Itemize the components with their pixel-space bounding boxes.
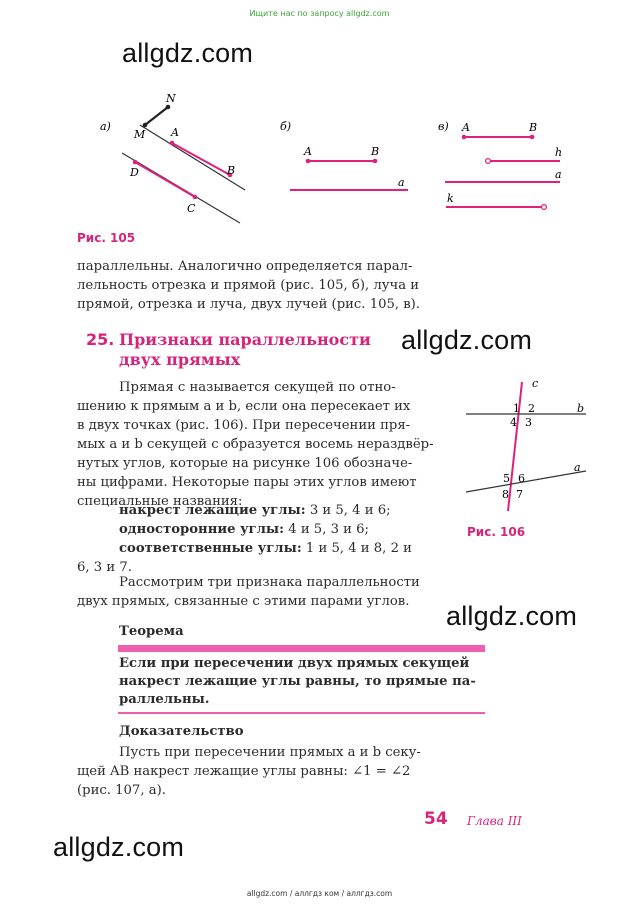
pair-label: односторонние углы: [119,522,285,537]
label-b-b: B [371,145,380,158]
figure-105 [90,85,580,225]
pair-label: соответственные углы: [119,541,302,556]
text-line: двух прямых, связанные с этими парами углов. [77,594,410,609]
pair-corresponding [77,539,446,558]
pair-values-continued: 6, 3 и 7. [77,560,132,575]
chapter-label: Глава III [467,814,522,828]
angle-4: 4 [510,416,517,429]
ray-mn [145,107,168,125]
angle-pairs [77,501,446,577]
text-line: Прямая c называется секущей по отно- [119,380,396,395]
label-h: h [555,146,563,159]
figure-105-caption: Рис. 105 [77,231,136,245]
pair-onesided [77,520,446,539]
watermark: allgdz.com [446,601,578,631]
segment-ab [172,143,230,175]
line-a [140,125,245,190]
section-title-line: двух прямых [119,350,241,369]
angle-3: 3 [525,416,532,429]
text-line: специальные названия: [77,494,243,509]
label-line-a-b: a [398,176,405,189]
text-line: прямой, отрезка и луча, двух лучей (рис. 105, в). [77,297,421,312]
pair-values: 1 и 5, 4 и 8, 2 и [305,541,412,556]
panel-label-b: б) [280,120,292,133]
proof-heading: Доказательство [119,724,244,739]
section-number: 25. [86,330,115,349]
label-a: a [574,461,581,474]
angle-1: 1 [513,402,520,415]
pair-label: накрест лежащие углы: [119,503,306,518]
angle-8: 8 [502,488,509,501]
pair-values: 3 и 5, 4 и 6; [309,503,391,518]
figure-106 [462,374,592,514]
text-line: щей AB накрест лежащие углы равны: ∠1 = ∠2 [77,764,411,779]
bottom-note: allgdz.com / аллгдз ком / аллгдз.com [246,889,393,898]
text-line: (рис. 107, а). [77,783,166,798]
section-title-line: Признаки параллельности [119,330,371,349]
text-line: параллельны. Аналогично определяется парал- [77,259,413,274]
label-a-c: A [462,121,470,134]
angle-5: 5 [503,472,510,485]
top-search-note: Ищите нас по запросу allgdz.com [249,9,390,18]
intro-paragraph [77,257,446,314]
label-k: k [447,192,454,205]
text-line: Пусть при пересечении прямых a и b секу- [119,745,421,760]
proof-paragraph [77,743,446,800]
label-d: D [130,166,139,179]
label-n: N [166,92,176,105]
label-a-b: A [304,145,312,158]
watermark: allgdz.com [122,38,254,68]
label-a: A [171,126,179,139]
watermark: allgdz.com [401,325,533,355]
text-line: нутых углов, которые на рисунке 106 обозначе- [77,456,413,471]
label-c: c [532,377,539,390]
pair-crosswise [77,501,446,520]
consider-paragraph [77,573,446,611]
segment-dc [135,162,195,197]
theorem-text [119,655,485,709]
text-line: Если при пересечении двух прямых секущей [119,656,470,671]
figure-106-caption: Рис. 106 [467,525,526,539]
text-line: раллельны. [119,692,210,707]
theorem-heading: Теорема [119,624,184,639]
label-b-c: B [529,121,538,134]
text-line: мых a и b секущей c образуется восемь нераздвёр- [77,437,434,452]
text-line: в двух точках (рис. 106). При пересечении пря- [77,418,411,433]
text-line: лельность отрезка и прямой (рис. 105, б), луча и [77,278,420,293]
label-m: M [134,128,146,141]
text-line: ны цифрами. Некоторые пары этих углов имеют [77,475,417,490]
pair-values: 4 и 5, 3 и 6; [288,522,369,537]
text-line: шению к прямым a и b, если она пересекает их [77,399,411,414]
angle-6: 6 [518,472,525,485]
panel-label-c: в) [438,120,449,133]
theorem-top-bar [118,645,485,652]
page-number: 54 [424,809,448,829]
theorem-bottom-line [118,712,485,714]
label-b: b [577,402,585,415]
angle-2: 2 [528,402,535,415]
label-line-a-c: a [555,168,562,181]
label-c: C [187,202,196,215]
line-a [466,471,586,492]
panel-label-a: а) [100,120,111,133]
text-line: Рассмотрим три признака параллельности [119,575,420,590]
watermark: allgdz.com [53,832,185,862]
angle-7: 7 [516,488,523,501]
text-line: накрест лежащие углы равны, то прямые па- [119,674,476,689]
label-b: B [227,164,236,177]
section-title [119,330,371,370]
secant-paragraph [77,378,446,511]
